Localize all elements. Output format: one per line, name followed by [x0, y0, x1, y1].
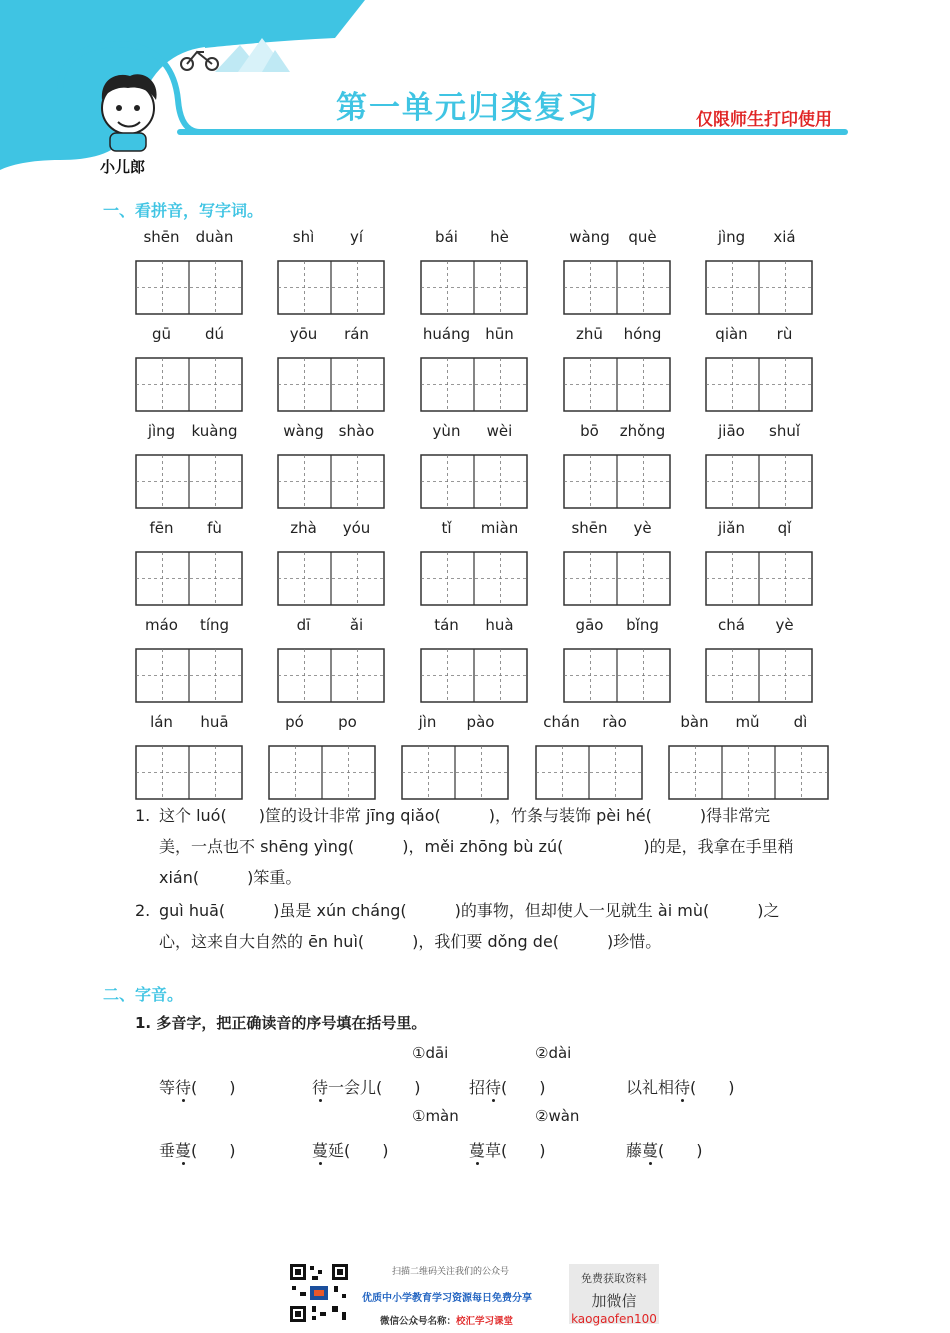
writing-box[interactable]: [135, 357, 243, 412]
bicycle-icon: [181, 52, 218, 70]
writing-box[interactable]: [420, 454, 528, 509]
writing-box[interactable]: [705, 260, 813, 315]
writing-box[interactable]: [135, 551, 243, 606]
writing-box[interactable]: [268, 745, 376, 800]
writing-box[interactable]: [420, 260, 528, 315]
sentence-text: guì huā( )虽是 xún cháng( )的事物，但却使人一见就生 ài mù( )之: [159, 901, 780, 920]
writing-box[interactable]: [705, 648, 813, 703]
pinyin-syllable: hè: [490, 228, 509, 246]
writing-box[interactable]: [563, 260, 671, 315]
page-title: 第一单元归类复习: [336, 90, 600, 126]
reading-option: ②dài: [535, 1044, 572, 1062]
pinyin-syllable: dì: [793, 713, 808, 731]
writing-box[interactable]: [135, 260, 243, 315]
pinyin-syllable: shēn: [571, 519, 608, 537]
word-prefix: 藤: [626, 1141, 643, 1160]
marked-character: 蔓: [469, 1141, 486, 1160]
section-1-title: 一、看拼音，写字词。: [103, 201, 264, 220]
sentence-text: xián( )笨重。: [159, 868, 302, 887]
reading-option: ①màn: [412, 1107, 459, 1125]
writing-box[interactable]: [705, 357, 813, 412]
pinyin-syllable: dī: [296, 616, 311, 634]
polyphone-word[interactable]: [312, 1075, 421, 1098]
writing-box[interactable]: [705, 454, 813, 509]
writing-box[interactable]: [277, 551, 385, 606]
pinyin-syllable: rán: [344, 325, 369, 343]
marked-character: 待: [674, 1078, 691, 1097]
pinyin-syllable: tíng: [199, 616, 230, 634]
word-suffix-blank: 一会儿( ): [328, 1078, 421, 1097]
pinyin-syllable: shuǐ: [769, 422, 800, 440]
writing-box[interactable]: [135, 648, 243, 703]
pinyin-syllable: xiá: [773, 228, 796, 246]
polyphone-word[interactable]: [469, 1138, 546, 1161]
writing-box[interactable]: [563, 454, 671, 509]
account-label: 微信公众号名称：: [380, 1316, 457, 1327]
pinyin-syllable: pào: [466, 713, 495, 731]
pinyin-syllable: shēn: [143, 228, 180, 246]
pinyin-syllable: mǔ: [735, 713, 760, 731]
word-suffix-blank: ( ): [690, 1078, 735, 1097]
pinyin-syllable: kuàng: [191, 422, 238, 440]
pinyin-syllable: bō: [580, 422, 599, 440]
pinyin-syllable: yè: [775, 616, 794, 634]
pinyin-syllable: fēn: [149, 519, 174, 537]
add-wechat-text: 加微信: [591, 1292, 637, 1310]
word-prefix: 招: [469, 1078, 486, 1097]
pinyin-syllable: wàng: [569, 228, 610, 246]
sentence-line: [159, 834, 794, 857]
word-prefix: 等: [159, 1078, 176, 1097]
writing-box[interactable]: [135, 454, 243, 509]
writing-box[interactable]: [420, 357, 528, 412]
pinyin-syllable: yí: [349, 228, 364, 246]
writing-box[interactable]: [277, 648, 385, 703]
writing-box[interactable]: [420, 551, 528, 606]
marked-character: 蔓: [642, 1141, 659, 1160]
pinyin-syllable: chán: [543, 713, 580, 731]
pinyin-syllable: máo: [145, 616, 178, 634]
pinyin-syllable: qǐ: [777, 519, 792, 537]
pinyin-syllable: rù: [776, 325, 793, 343]
sentence-line: [159, 865, 301, 888]
pinyin-syllable: fù: [207, 519, 222, 537]
pinyin-syllable: gāo: [575, 616, 604, 634]
pinyin-syllable: jìn: [418, 713, 437, 731]
writing-box[interactable]: [401, 745, 509, 800]
writing-box[interactable]: [420, 648, 528, 703]
section-2-title: 二、字音。: [103, 985, 184, 1004]
reading-option: ②wàn: [535, 1107, 580, 1125]
pinyin-syllable: tǐ: [441, 519, 452, 537]
pinyin-syllable: jiāo: [718, 422, 745, 440]
writing-box[interactable]: [277, 260, 385, 315]
writing-box[interactable]: [535, 745, 643, 800]
sentence-text: 这个 luó( )筐的设计非常 jīng qiǎo( )，竹条与装饰 pèi hé( )得非常完: [159, 806, 771, 825]
writing-box[interactable]: [563, 357, 671, 412]
pinyin-syllable: bàn: [680, 713, 709, 731]
sentence-line: [159, 929, 661, 952]
polyphone-word[interactable]: [159, 1138, 236, 1161]
polyphone-word[interactable]: [626, 1138, 703, 1161]
marked-character: 蔓: [175, 1141, 192, 1160]
pinyin-syllable: chá: [718, 616, 745, 634]
item-number: 1.: [135, 806, 151, 825]
pinyin-syllable: tán: [434, 616, 459, 634]
brand-label: 小儿郎: [100, 158, 146, 176]
pinyin-syllable: wàng: [283, 422, 324, 440]
pinyin-syllable: shào: [338, 422, 375, 440]
pinyin-syllable: miàn: [480, 519, 519, 537]
sentence-text: 美，一点也不 shēng yìng( )，měi zhōng bù zú( )的是，我拿在手里稍: [159, 837, 794, 856]
pinyin-syllable: bái: [435, 228, 458, 246]
marked-character: 待: [312, 1078, 329, 1097]
word-prefix: 垂: [159, 1141, 176, 1160]
pinyin-syllable: huà: [485, 616, 514, 634]
pinyin-syllable: duàn: [195, 228, 234, 246]
sentence-line: [135, 898, 779, 921]
writing-box[interactable]: [277, 454, 385, 509]
pinyin-syllable: hūn: [485, 325, 514, 343]
word-suffix-blank: ( ): [658, 1141, 703, 1160]
pinyin-syllable: zhǒng: [619, 422, 666, 440]
pinyin-syllable: wèi: [486, 422, 513, 440]
item-number: 2.: [135, 901, 151, 920]
pinyin-syllable: bǐng: [626, 616, 659, 634]
sentence-text: 心，这来自大自然的 ēn huì( )，我们要 dǒng de( )珍惜。: [159, 932, 662, 951]
writing-box[interactable]: [563, 551, 671, 606]
pinyin-syllable: shì: [292, 228, 315, 246]
pinyin-syllable: zhū: [576, 325, 603, 343]
qr-code-icon: [288, 1262, 350, 1324]
writing-box[interactable]: [705, 551, 813, 606]
polyphone-word[interactable]: [312, 1138, 389, 1161]
polyphone-word[interactable]: [469, 1075, 546, 1098]
sentence-line: [135, 803, 770, 826]
account-name: 校汇学习课堂: [456, 1316, 514, 1327]
writing-box[interactable]: [135, 745, 243, 800]
pinyin-syllable: po: [338, 713, 357, 731]
wechat-id: kaogaofen100: [571, 1312, 657, 1326]
polyphone-word[interactable]: [626, 1075, 735, 1098]
pinyin-syllable: hóng: [623, 325, 662, 343]
pinyin-syllable: qiàn: [715, 325, 748, 343]
writing-box[interactable]: [563, 648, 671, 703]
usage-restriction: 仅限师生打印使用: [696, 110, 832, 130]
writing-box[interactable]: [668, 745, 829, 800]
section-2-instruction: 1. 多音字，把正确读音的序号填在括号里。: [135, 1014, 427, 1032]
pinyin-syllable: yè: [633, 519, 652, 537]
pinyin-syllable: yōu: [289, 325, 318, 343]
polyphone-word[interactable]: [159, 1075, 236, 1098]
writing-box[interactable]: [277, 357, 385, 412]
pinyin-syllable: pó: [285, 713, 304, 731]
pinyin-syllable: gū: [151, 325, 172, 343]
word-suffix-blank: 草( ): [485, 1141, 546, 1160]
pinyin-syllable: lán: [150, 713, 173, 731]
pinyin-syllable: ǎi: [349, 616, 364, 634]
pinyin-syllable: jìng: [717, 228, 746, 246]
pinyin-syllable: huáng: [422, 325, 471, 343]
scan-prompt: 扫描二维码关注我们的公众号: [392, 1267, 510, 1277]
word-suffix-blank: ( ): [191, 1141, 236, 1160]
pinyin-syllable: què: [628, 228, 657, 246]
marked-character: 待: [485, 1078, 502, 1097]
pinyin-syllable: yùn: [432, 422, 461, 440]
pinyin-syllable: jìng: [147, 422, 176, 440]
pinyin-syllable: rào: [602, 713, 627, 731]
reading-option: ①dāi: [412, 1044, 449, 1062]
marked-character: 蔓: [312, 1141, 329, 1160]
mascot-icon: [102, 74, 157, 151]
pinyin-syllable: yóu: [342, 519, 371, 537]
wechat-promo: [569, 1264, 659, 1324]
free-text: 免费获取资料: [581, 1272, 647, 1285]
pinyin-syllable: huā: [200, 713, 229, 731]
pinyin-syllable: jiǎn: [717, 519, 746, 537]
word-prefix: 以礼相: [626, 1078, 675, 1097]
pinyin-syllable: dú: [204, 325, 225, 343]
footer-slogan: 优质中小学教育学习资源每日免费分享: [362, 1293, 532, 1304]
marked-character: 待: [175, 1078, 192, 1097]
word-suffix-blank: 延( ): [328, 1141, 389, 1160]
word-suffix-blank: ( ): [191, 1078, 236, 1097]
word-suffix-blank: ( ): [501, 1078, 546, 1097]
pinyin-syllable: zhà: [290, 519, 317, 537]
